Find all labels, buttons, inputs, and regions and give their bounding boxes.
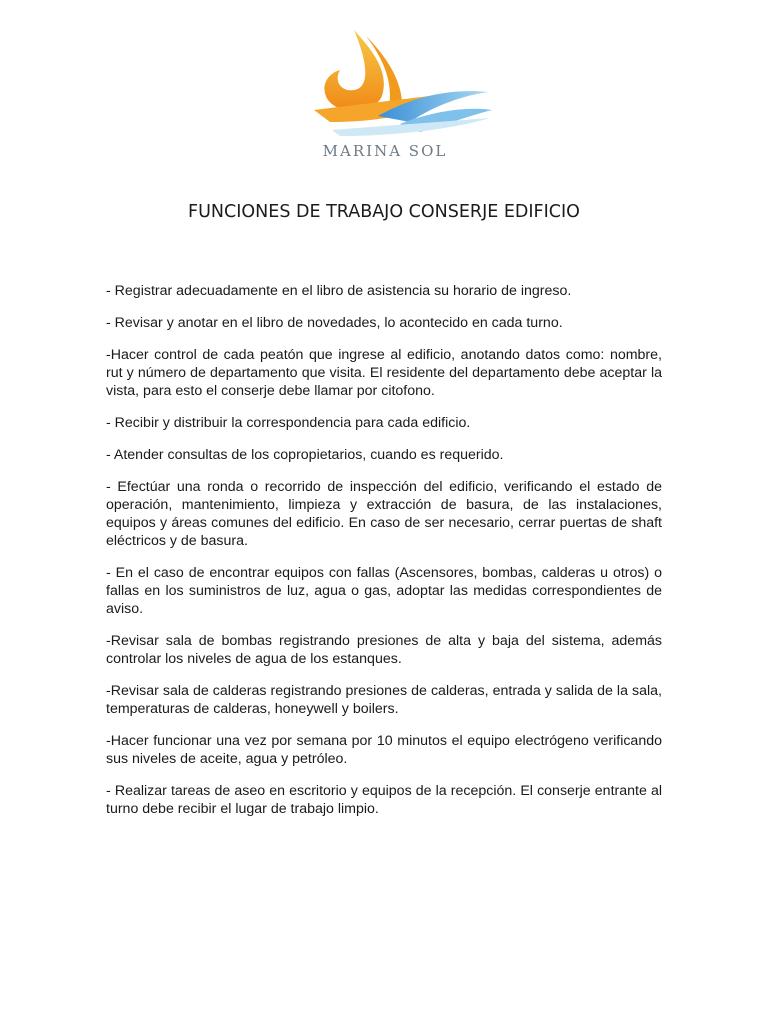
- sailboat-flame-icon: [270, 18, 500, 138]
- duty-item: - Atender consultas de los copropietarios, cuando es requerido.: [106, 447, 504, 463]
- duty-item: - Revisar y anotar en el libro de novedades, lo acontecido en cada turno.: [106, 315, 563, 331]
- duty-item: -Hacer funcionar una vez por semana por 10 minutos el equipo electrógeno verificando sus niveles de aceite, agua y petróleo.: [106, 733, 662, 767]
- duties-list: [106, 282, 662, 832]
- document-title: FUNCIONES DE TRABAJO CONSERJE EDIFICIO: [188, 202, 580, 222]
- logo-text: MARINA SOL: [322, 142, 448, 160]
- duty-item: -Revisar sala de calderas registrando presiones de calderas, entrada y salida de la sala, temperaturas de calderas, honeywell y boilers.: [106, 683, 662, 717]
- duty-item: - Realizar tareas de aseo en escritorio y equipos de la recepción. El conserje entrante al turno debe recibir el lugar de trabajo limpio.: [106, 783, 662, 817]
- duty-item: - Registrar adecuadamente en el libro de asistencia su horario de ingreso.: [106, 283, 572, 299]
- duty-item: - Efectúar una ronda o recorrido de inspección del edificio, verificando el estado de operación, mantenimiento, limpieza y extracción de basura, de las instalaciones, equipos y áreas comunes del edificio. En caso de ser necesario, cerrar puertas de shaft eléctricos y de basura.: [106, 479, 662, 549]
- duty-item: - En el caso de encontrar equipos con fallas (Ascensores, bombas, calderas u otros) o fallas en los suministros de luz, agua o gas, adoptar las medidas correspondientes de aviso.: [106, 565, 662, 617]
- duty-item: - Recibir y distribuir la correspondencia para cada edificio.: [106, 415, 471, 431]
- duty-item: -Revisar sala de bombas registrando presiones de alta y baja del sistema, además controlar los niveles de agua de los estanques.: [106, 633, 662, 667]
- duty-item: -Hacer control de cada peatón que ingrese al edificio, anotando datos como: nombre, rut y número de departamento que visita. El residente del departamento debe aceptar la vista, para esto el conserje debe llamar por citofono.: [106, 347, 662, 399]
- marina-sol-logo: [270, 18, 500, 166]
